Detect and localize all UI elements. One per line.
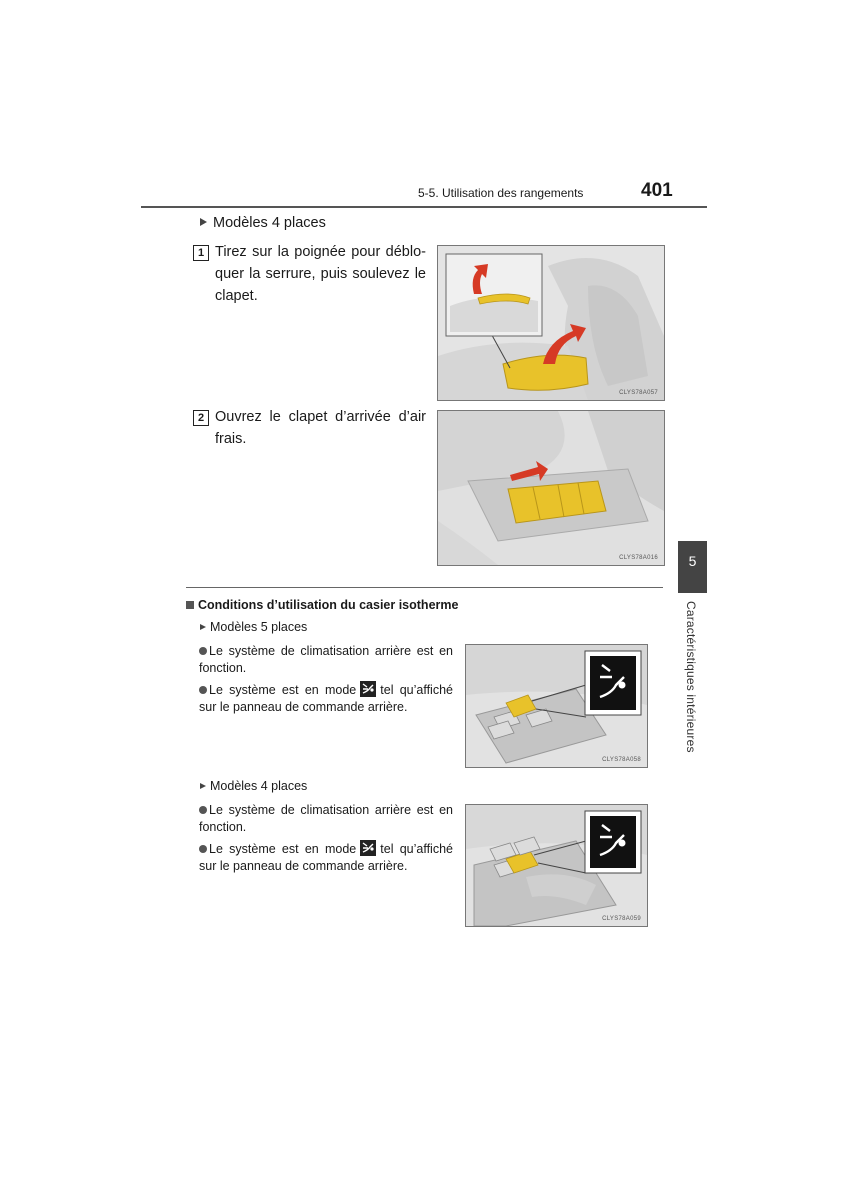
step-2-text: Ouvrez le clapet d’arrivée d’air frais. <box>215 409 426 447</box>
group-2-bullet-1: Le système de climatisation arrière est en fonction. <box>199 803 453 834</box>
mode-air-icon <box>360 840 376 856</box>
step-1-illustration <box>437 245 665 401</box>
group-1-image-code: CLYS78A058 <box>602 757 641 763</box>
group-2-illustration <box>465 804 648 927</box>
triangle-bullet-icon <box>200 783 206 789</box>
step-2-image-code: CLYS78A016 <box>619 555 658 561</box>
models-4-places-heading: Modèles 4 places <box>200 215 326 231</box>
page-number: 401 <box>641 180 673 201</box>
chapter-tab-label: Caractéristiques intérieures <box>684 601 698 753</box>
triangle-bullet-icon <box>200 218 207 226</box>
header-rule <box>141 206 707 208</box>
models-4-places-conditions-heading: Modèles 4 places <box>200 779 307 793</box>
step-1-number: 1 <box>193 245 209 261</box>
group-1-illustration <box>465 644 648 768</box>
step-2-illustration <box>437 410 665 566</box>
triangle-bullet-icon <box>200 624 206 630</box>
group-2-bullet-2: Le système est en mode tel qu’affiché sur le panneau de commande arrière. <box>199 841 453 875</box>
conditions-title: Conditions d’utilisation du casier isotherme <box>186 598 458 612</box>
square-bullet-icon <box>186 601 194 609</box>
mode-air-icon <box>360 681 376 697</box>
chapter-tab-number: 5 <box>688 553 697 569</box>
header-section-title: 5-5. Utilisation des rangements <box>418 186 584 200</box>
step-1-text: Tirez sur la poignée pour débloquer la serrure, puis soulevez le clapet. <box>215 244 426 304</box>
group-2-image-code: CLYS78A059 <box>602 916 641 922</box>
group-1-bullet-2: Le système est en mode tel qu’affiché sur le panneau de commande arrière. <box>199 682 453 716</box>
section-divider <box>186 587 663 588</box>
step-1-image-code: CLYS78A057 <box>619 390 658 396</box>
group-1-bullet-1: Le système de climatisation arrière est en fonction. <box>199 644 453 675</box>
models-5-places-heading: Modèles 5 places <box>200 620 307 634</box>
step-2-number: 2 <box>193 410 209 426</box>
